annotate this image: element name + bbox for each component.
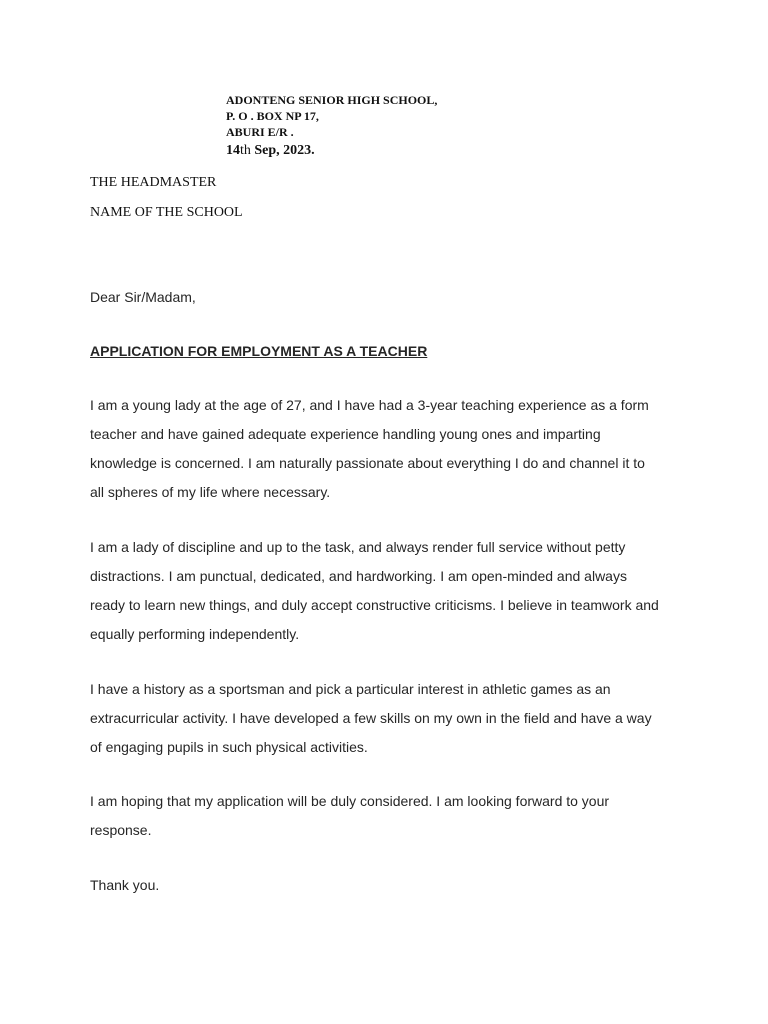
paragraph-line: of engaging pupils in such physical activities. xyxy=(90,739,368,755)
paragraph-line: I am a lady of discipline and up to the task, and always render full service without petty xyxy=(90,539,626,555)
date-day: 14 xyxy=(226,143,240,158)
recipient-title xyxy=(90,174,216,191)
paragraph-line: I am a young lady at the age of 27, and I have had a 3-year teaching experience as a form xyxy=(90,397,649,413)
recipient-school-name: NAME OF THE SCHOOL xyxy=(90,205,243,220)
paragraph-2 xyxy=(90,533,690,649)
paragraph-line: ready to learn new things, and duly accept constructive criticisms. I believe in teamwork and xyxy=(90,597,659,613)
subject-heading: APPLICATION FOR EMPLOYMENT AS A TEACHER xyxy=(90,343,428,359)
paragraph-line: equally performing independently. xyxy=(90,626,300,642)
closing: Thank you. xyxy=(90,877,160,893)
salutation: Dear Sir/Madam, xyxy=(90,289,196,305)
paragraph-1 xyxy=(90,391,690,507)
letter-date xyxy=(226,141,437,161)
sender-address-block xyxy=(226,92,437,161)
paragraph-3 xyxy=(90,675,690,762)
recipient-title-rest: HEADMASTER xyxy=(117,175,217,190)
paragraph-line: I am hoping that my application will be duly considered. I am looking forward to your xyxy=(90,793,610,809)
school-name: ADONTENG SENIOR HIGH SCHOOL, xyxy=(226,93,438,107)
paragraph-line: knowledge is concerned. I am naturally passionate about everything I do and channel it to xyxy=(90,455,645,471)
paragraph-line: I have a history as a sportsman and pick a particular interest in athletic games as an xyxy=(90,681,611,697)
town: ABURI E/R . xyxy=(226,125,294,139)
paragraph-line: extracurricular activity. I have developed a few skills on my own in the field and have a way xyxy=(90,710,652,726)
paragraph-line: all spheres of my life where necessary. xyxy=(90,484,331,500)
recipient-title-lead: THE xyxy=(90,175,118,190)
date-rest: Sep, 2023. xyxy=(250,143,315,158)
paragraph-line: distractions. I am punctual, dedicated, and hardworking. I am open-minded and always xyxy=(90,568,627,584)
date-suffix: th xyxy=(240,143,251,158)
paragraph-line: response. xyxy=(90,822,152,838)
post-box: P. O . BOX NP 17, xyxy=(226,109,319,123)
recipient-school xyxy=(90,204,243,221)
paragraph-line: teacher and have gained adequate experience handling young ones and imparting xyxy=(90,426,601,442)
paragraph-4 xyxy=(90,787,690,845)
